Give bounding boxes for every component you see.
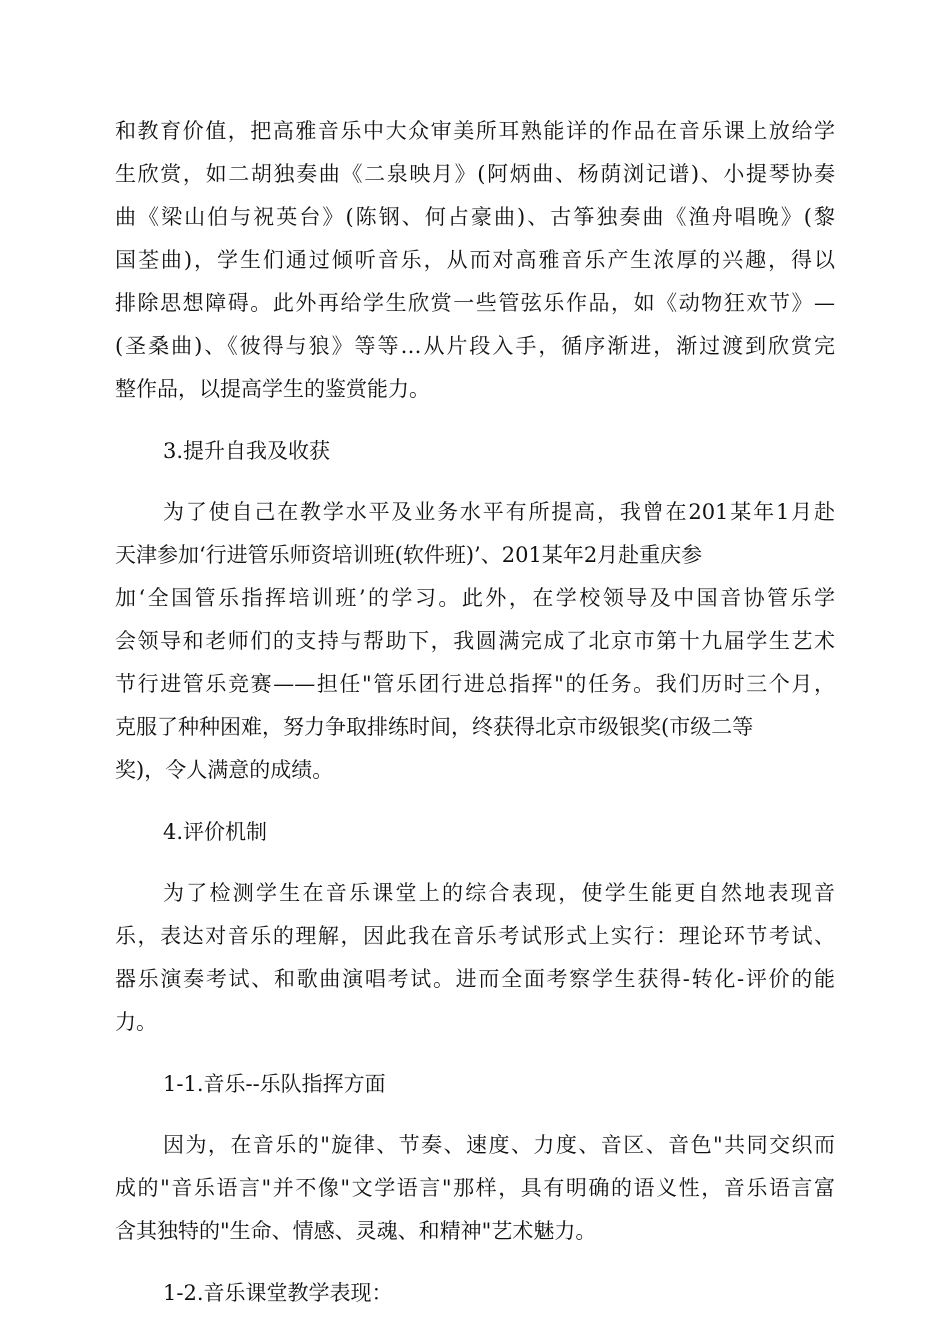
heading-evaluation: 4.评价机制 xyxy=(163,820,268,844)
paragraph-evaluation-line-3: 器乐演奏考试、和歌曲演唱考试。进而全面考察学生获得-转化-评价的能 xyxy=(115,967,835,991)
heading-self-improvement: 3.提升自我及收获 xyxy=(163,439,331,463)
paragraph-music-appreciation-line-7: 整作品，以提高学生的鉴赏能力。 xyxy=(115,377,430,401)
paragraph-training-line-4: 会领导和老师们的支持与帮助下，我圆满完成了北京市第十九届学生艺术 xyxy=(115,629,835,653)
paragraph-evaluation-line-4: 力。 xyxy=(115,1010,157,1034)
paragraph-training-line-6: 克服了种种困难，努力争取排练时间，终获得北京市级银奖(市级二等 xyxy=(115,715,754,739)
paragraph-music-appreciation-line-6: (圣桑曲)、《彼得与狼》等等…从片段入手，循序渐进，渐过渡到欣赏完 xyxy=(115,334,835,358)
paragraph-music-language-line-3: 含其独特的"生命、情感、灵魂、和精神"艺术魅力。 xyxy=(115,1219,597,1243)
paragraph-training-line-1: 为了使自己在教学水平及业务水平有所提高，我曾在201某年1月赴 xyxy=(163,500,835,524)
paragraph-music-appreciation-line-3: 曲《梁山伯与祝英台》(陈钢、何占豪曲)、古筝独奏曲《渔舟唱晚》(黎 xyxy=(115,205,835,229)
paragraph-music-appreciation-line-1: 和教育价值，把高雅音乐中大众审美所耳熟能详的作品在音乐课上放给学 xyxy=(115,119,835,143)
heading-classroom: 1-2.音乐课堂教学表现： xyxy=(163,1281,393,1305)
paragraph-training-line-5: 节行进管乐竞赛——担任"管乐团行进总指挥"的任务。我们历时三个月， xyxy=(115,672,835,696)
paragraph-training-line-3: 加‘全国管乐指挥培训班’的学习。此外，在学校领导及中国音协管乐学 xyxy=(115,586,835,610)
paragraph-evaluation-line-2: 乐，表达对音乐的理解，因此我在音乐考试形式上实行：理论环节考试、 xyxy=(115,924,835,948)
heading-conducting: 1-1.音乐--乐队指挥方面 xyxy=(163,1072,386,1096)
paragraph-music-language-line-1: 因为，在音乐的"旋律、节奏、速度、力度、音区、音色"共同交织而 xyxy=(163,1133,835,1157)
paragraph-music-appreciation-line-4: 国荃曲)，学生们通过倾听音乐，从而对高雅音乐产生浓厚的兴趣，得以 xyxy=(115,248,835,272)
paragraph-music-appreciation-line-5: 排除思想障碍。此外再给学生欣赏一些管弦乐作品，如《动物狂欢节》— xyxy=(115,291,835,315)
paragraph-evaluation-line-1: 为了检测学生在音乐课堂上的综合表现，使学生能更自然地表现音 xyxy=(163,881,835,905)
paragraph-training-line-7: 奖)，令人满意的成绩。 xyxy=(115,758,334,782)
paragraph-music-appreciation-line-2: 生欣赏，如二胡独奏曲《二泉映月》(阿炳曲、杨荫浏记谱)、小提琴协奏 xyxy=(115,162,835,186)
paragraph-training-line-2: 天津参加‘行进管乐师资培训班(软件班)’、201某年2月赴重庆参 xyxy=(115,543,703,567)
paragraph-music-language-line-2: 成的"音乐语言"并不像"文学语言"那样，具有明确的语义性，音乐语言富 xyxy=(115,1176,835,1200)
